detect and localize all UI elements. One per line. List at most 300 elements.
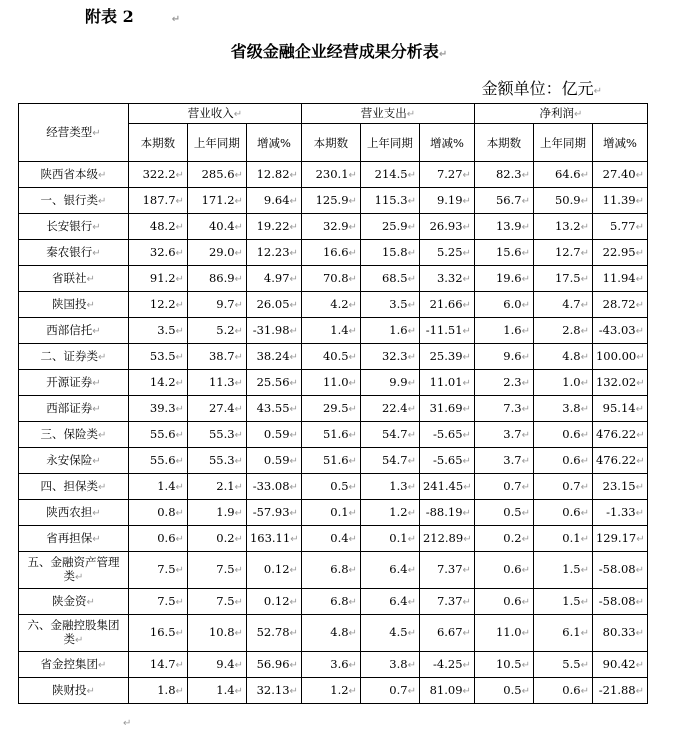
paragraph-mark-icon: ↵	[521, 325, 530, 337]
cell-expense-current	[301, 526, 360, 552]
cell-value: 1.5	[562, 593, 581, 608]
cell-revenue-current	[128, 344, 187, 370]
cell-revenue-prior	[187, 240, 246, 266]
cell-value: 285.6	[201, 166, 235, 181]
cell-value: 7.5	[216, 562, 235, 576]
cell-expense-current	[301, 500, 360, 526]
cell-revenue-change	[246, 500, 301, 526]
group-header-net-profit: 净利润↵	[474, 104, 647, 124]
cell-profit-change	[592, 422, 647, 448]
cell-value: 51.6	[322, 452, 349, 467]
paragraph-mark-icon: ↵	[86, 596, 95, 608]
cell-value: 25.9	[381, 218, 408, 233]
paragraph-mark-icon: ↵	[407, 221, 416, 233]
cell-value: 0.6	[157, 530, 176, 545]
paragraph-mark-icon: ↵	[463, 481, 472, 493]
cell-value: 9.6	[503, 348, 522, 363]
cell-profit-current	[474, 396, 533, 422]
row-name-text: 省金控集团	[40, 656, 98, 671]
cell-profit-current	[474, 240, 533, 266]
cell-value: 5.77	[610, 218, 636, 233]
cell-value: 9.4	[216, 656, 235, 671]
cell-expense-change	[419, 370, 474, 396]
paragraph-mark-icon: ↵	[593, 86, 602, 97]
paragraph-mark-icon: ↵	[438, 49, 448, 60]
cell-value: 22.95	[602, 244, 636, 259]
paragraph-mark-icon: ↵	[580, 481, 589, 493]
table-row	[19, 214, 648, 240]
paragraph-mark-icon: ↵	[636, 533, 645, 545]
cell-value: 7.37	[436, 593, 463, 608]
row-name	[19, 214, 129, 240]
cell-value: 64.6	[554, 166, 581, 181]
group-header-expense: 营业支出↵	[301, 104, 474, 124]
cell-profit-prior	[533, 678, 592, 704]
cell-expense-prior	[360, 318, 419, 344]
paragraph-mark-icon: ↵	[348, 247, 357, 259]
paragraph-mark-icon: ↵	[462, 507, 471, 519]
cell-expense-prior	[360, 526, 419, 552]
paragraph-mark-icon: ↵	[521, 481, 530, 493]
cell-revenue-change	[246, 188, 301, 214]
paragraph-mark-icon: ↵	[86, 273, 95, 285]
cell-profit-prior	[533, 652, 592, 678]
cell-profit-change	[592, 615, 647, 652]
cell-value: 3.5	[389, 296, 408, 311]
cell-value: 12.23	[256, 244, 290, 259]
sub-header-current: 本期数	[128, 124, 187, 162]
row-name-text: 一、银行类	[40, 192, 98, 207]
cell-value: 13.9	[495, 218, 522, 233]
cell-value: -58.08	[598, 562, 636, 576]
paragraph-mark-icon: ↵	[289, 481, 298, 493]
cell-revenue-current	[128, 448, 187, 474]
sub-header-prior-year: 上年同期	[533, 124, 592, 162]
paragraph-mark-icon: ↵	[635, 195, 644, 207]
paragraph-mark-icon: ↵	[234, 325, 243, 337]
cell-value: 54.7	[381, 426, 408, 441]
cell-value: 48.2	[149, 218, 176, 233]
paragraph-mark-icon: ↵	[521, 221, 530, 233]
cell-profit-prior	[533, 500, 592, 526]
cell-profit-change	[592, 396, 647, 422]
paragraph-mark-icon: ↵	[175, 628, 184, 639]
cell-value: 3.5	[157, 322, 176, 337]
cell-value: 6.67	[436, 625, 463, 639]
row-name	[19, 474, 129, 500]
cell-value: 1.2	[389, 504, 408, 519]
cell-expense-change	[419, 344, 474, 370]
paragraph-mark-icon: ↵	[348, 481, 357, 493]
cell-profit-current	[474, 188, 533, 214]
paragraph-mark-icon: ↵	[348, 565, 357, 576]
cell-revenue-change	[246, 240, 301, 266]
cell-revenue-change	[246, 422, 301, 448]
cell-value: 27.40	[602, 166, 636, 181]
paragraph-mark-icon: ↵	[348, 429, 357, 441]
cell-profit-prior	[533, 266, 592, 292]
table-row	[19, 526, 648, 552]
cell-profit-change	[592, 214, 647, 240]
cell-expense-prior	[360, 344, 419, 370]
cell-expense-change	[419, 474, 474, 500]
cell-expense-prior	[360, 188, 419, 214]
cell-value: 91.2	[149, 270, 176, 285]
table-row	[19, 422, 648, 448]
table-row	[19, 266, 648, 292]
cell-value: 3.7	[503, 426, 522, 441]
cell-value: 39.3	[149, 400, 176, 415]
cell-expense-current	[301, 188, 360, 214]
cell-value: 6.4	[389, 593, 408, 608]
cell-revenue-change	[246, 615, 301, 652]
cell-expense-prior	[360, 678, 419, 704]
cell-value: 1.9	[216, 504, 235, 519]
cell-value: -5.65	[433, 426, 463, 441]
cell-profit-current	[474, 292, 533, 318]
paragraph-mark-icon: ↵	[92, 377, 101, 389]
cell-profit-current	[474, 266, 533, 292]
cell-profit-current	[474, 344, 533, 370]
paragraph-mark-icon: ↵	[92, 455, 101, 467]
cell-profit-prior	[533, 474, 592, 500]
paragraph-mark-icon: ↵	[348, 533, 357, 545]
paragraph-mark-icon: ↵	[635, 628, 644, 639]
paragraph-mark-icon: ↵	[635, 685, 644, 697]
cell-value: 0.6	[562, 452, 581, 467]
paragraph-mark-icon: ↵	[289, 273, 298, 285]
paragraph-mark-icon: ↵	[462, 325, 471, 337]
cell-profit-change	[592, 500, 647, 526]
cell-revenue-prior	[187, 266, 246, 292]
cell-revenue-current	[128, 396, 187, 422]
table-row	[19, 678, 648, 704]
cell-value: 32.13	[256, 682, 290, 697]
paragraph-mark-icon: ↵	[462, 659, 471, 671]
amount-unit: 金额单位：亿元↵	[481, 79, 602, 98]
cell-value: 322.2	[142, 166, 176, 181]
cell-value: -4.25	[433, 656, 463, 671]
cell-value: 56.7	[495, 192, 522, 207]
paragraph-mark-icon: ↵	[580, 628, 589, 639]
paragraph-mark-icon: ↵	[580, 507, 589, 519]
cell-value: 0.1	[389, 530, 408, 545]
cell-expense-prior	[360, 589, 419, 615]
cell-revenue-change	[246, 162, 301, 188]
cell-value: 14.7	[149, 656, 176, 671]
cell-value: 4.8	[330, 625, 349, 639]
cell-value: 25.56	[256, 374, 290, 389]
paragraph-mark-icon: ↵	[289, 403, 298, 415]
cell-value: 11.3	[208, 374, 235, 389]
cell-profit-change	[592, 344, 647, 370]
paragraph-mark-icon: ↵	[234, 455, 243, 467]
paragraph-mark-icon: ↵	[407, 659, 416, 671]
cell-value: 0.7	[503, 478, 522, 493]
paragraph-mark-icon: ↵	[348, 325, 357, 337]
paragraph-mark-icon: ↵	[462, 221, 471, 233]
paragraph-mark-icon: ↵	[580, 351, 589, 363]
row-name	[19, 589, 129, 615]
paragraph-mark-icon: ↵	[234, 377, 243, 389]
paragraph-mark-icon: ↵	[175, 481, 184, 493]
cell-value: 38.7	[208, 348, 235, 363]
row-name-text: 省再担保	[46, 530, 93, 545]
paragraph-mark-icon: ↵	[234, 221, 243, 233]
paragraph-mark-icon: ↵	[462, 565, 471, 576]
cell-value: 171.2	[201, 192, 235, 207]
paragraph-mark-icon: ↵	[580, 377, 589, 389]
paragraph-mark-icon: ↵	[289, 169, 298, 181]
paragraph-mark-icon: ↵	[462, 455, 471, 467]
paragraph-mark-icon: ↵	[234, 299, 243, 311]
cell-revenue-prior	[187, 370, 246, 396]
paragraph-mark-icon: ↵	[234, 659, 243, 671]
cell-expense-change	[419, 292, 474, 318]
paragraph-mark-icon: ↵	[348, 507, 357, 519]
cell-value: 0.4	[330, 530, 349, 545]
cell-profit-current	[474, 474, 533, 500]
paragraph-mark-icon: ↵	[521, 273, 530, 285]
table-row	[19, 240, 648, 266]
paragraph-mark-icon: ↵	[521, 507, 530, 519]
cell-value: 2.3	[503, 374, 522, 389]
paragraph-mark-icon: ↵	[407, 455, 416, 467]
paragraph-mark-icon: ↵	[407, 533, 416, 545]
cell-value: 1.4	[157, 478, 176, 493]
cell-value: 95.14	[602, 400, 636, 415]
cell-value: 476.22	[595, 426, 637, 441]
cell-value: 1.6	[503, 322, 522, 337]
cell-value: 1.3	[389, 478, 408, 493]
cell-value: 68.5	[381, 270, 408, 285]
paragraph-mark-icon: ↵	[234, 351, 243, 363]
paragraph-mark-icon: ↵	[289, 685, 298, 697]
cell-profit-change	[592, 589, 647, 615]
paragraph-mark-icon: ↵	[175, 565, 184, 576]
cell-profit-change	[592, 552, 647, 589]
cell-profit-current	[474, 678, 533, 704]
table-row	[19, 500, 648, 526]
paragraph-mark-icon: ↵	[348, 195, 357, 207]
row-name-text: 西部证券	[46, 400, 93, 415]
cell-profit-current	[474, 448, 533, 474]
paragraph-mark-icon: ↵	[635, 247, 644, 259]
cell-profit-prior	[533, 188, 592, 214]
cell-revenue-current	[128, 162, 187, 188]
cell-value: 40.4	[208, 218, 235, 233]
row-name	[19, 615, 129, 652]
row-name	[19, 240, 129, 266]
cell-expense-current	[301, 240, 360, 266]
paragraph-mark-icon: ↵	[521, 533, 530, 545]
cell-value: 86.9	[208, 270, 235, 285]
cell-value: 0.6	[503, 562, 522, 576]
paragraph-mark-icon: ↵	[289, 195, 298, 207]
cell-value: 90.42	[602, 656, 636, 671]
cell-value: 0.5	[503, 682, 522, 697]
cell-revenue-prior	[187, 292, 246, 318]
paragraph-mark-icon: ↵	[635, 273, 644, 285]
table-row	[19, 188, 648, 214]
paragraph-mark-icon: ↵	[175, 169, 184, 181]
cell-revenue-prior	[187, 615, 246, 652]
paragraph-mark-icon: ↵	[234, 481, 243, 493]
paragraph-mark-icon: ↵	[462, 596, 471, 608]
cell-value: 50.9	[554, 192, 581, 207]
row-name-text: 陕金资	[52, 593, 87, 608]
cell-revenue-prior	[187, 344, 246, 370]
paragraph-mark-icon: ↵	[462, 351, 471, 363]
paragraph-mark-icon: ↵	[348, 628, 357, 639]
cell-profit-change	[592, 652, 647, 678]
paragraph-mark-icon: ↵	[175, 195, 184, 207]
table-row	[19, 162, 648, 188]
cell-revenue-current	[128, 652, 187, 678]
cell-value: 7.37	[436, 562, 463, 576]
cell-value: -58.08	[598, 593, 636, 608]
cell-revenue-prior	[187, 500, 246, 526]
paragraph-mark-icon: ↵	[175, 247, 184, 259]
cell-revenue-change	[246, 448, 301, 474]
paragraph-mark-icon: ↵	[462, 195, 471, 207]
cell-expense-prior	[360, 214, 419, 240]
cell-profit-current	[474, 589, 533, 615]
cell-value: 476.22	[595, 452, 637, 467]
paragraph-mark-icon: ↵	[521, 195, 530, 207]
paragraph-mark-icon: ↵	[171, 14, 181, 25]
cell-revenue-current	[128, 500, 187, 526]
cell-value: 40.5	[322, 348, 349, 363]
paragraph-mark-icon: ↵	[289, 596, 298, 608]
cell-revenue-current	[128, 526, 187, 552]
cell-profit-prior	[533, 589, 592, 615]
cell-revenue-current	[128, 678, 187, 704]
table-row	[19, 474, 648, 500]
cell-value: 1.6	[389, 322, 408, 337]
cell-value: 214.5	[374, 166, 408, 181]
cell-revenue-prior	[187, 396, 246, 422]
paragraph-mark-icon: ↵	[289, 325, 298, 337]
cell-value: 163.11	[249, 530, 291, 545]
cell-revenue-current	[128, 188, 187, 214]
paragraph-mark-icon: ↵	[636, 351, 645, 363]
paragraph-mark-icon: ↵	[98, 481, 107, 493]
cell-value: 43.55	[256, 400, 290, 415]
cell-profit-prior	[533, 526, 592, 552]
paragraph-mark-icon: ↵	[407, 273, 416, 285]
table-row	[19, 448, 648, 474]
cell-profit-current	[474, 500, 533, 526]
paragraph-mark-icon: ↵	[234, 169, 243, 181]
sub-header-change: 增减%	[419, 124, 474, 162]
paragraph-mark-icon: ↵	[92, 507, 101, 519]
paragraph-mark-icon: ↵	[635, 221, 644, 233]
paragraph-mark-icon: ↵	[407, 169, 416, 181]
paragraph-mark-icon: ↵	[233, 108, 243, 120]
row-name	[19, 266, 129, 292]
table-row	[19, 292, 648, 318]
cell-value: 25.39	[429, 348, 463, 363]
cell-value: 6.8	[330, 562, 349, 576]
cell-value: 29.0	[208, 244, 235, 259]
cell-value: 55.6	[149, 452, 176, 467]
cell-value: 0.6	[562, 682, 581, 697]
cell-revenue-prior	[187, 652, 246, 678]
cell-revenue-prior	[187, 552, 246, 589]
cell-expense-prior	[360, 474, 419, 500]
paragraph-mark-icon: ↵	[407, 195, 416, 207]
paragraph-mark-icon: ↵	[521, 596, 530, 608]
cell-value: 0.12	[263, 562, 290, 576]
paragraph-mark-icon: ↵	[175, 221, 184, 233]
cell-profit-prior	[533, 370, 592, 396]
cell-expense-change	[419, 422, 474, 448]
cell-value: 0.59	[263, 452, 290, 467]
cell-profit-prior	[533, 292, 592, 318]
cell-value: 32.6	[149, 244, 176, 259]
cell-value: 29.5	[322, 400, 349, 415]
cell-profit-prior	[533, 615, 592, 652]
cell-expense-change	[419, 589, 474, 615]
paragraph-mark-icon: ↵	[580, 533, 589, 545]
paragraph-mark-icon: ↵	[289, 221, 298, 233]
row-name	[19, 552, 129, 589]
cell-expense-prior	[360, 240, 419, 266]
cell-expense-change	[419, 526, 474, 552]
cell-value: 3.8	[562, 400, 581, 415]
cell-value: 0.2	[216, 530, 235, 545]
cell-value: 0.1	[330, 504, 349, 519]
paragraph-mark-icon: ↵	[175, 351, 184, 363]
paragraph-mark-icon: ↵	[175, 273, 184, 285]
paragraph-mark-icon: ↵	[635, 565, 644, 576]
cell-value: 230.1	[315, 166, 349, 181]
paragraph-mark-icon: ↵	[348, 169, 357, 181]
cell-profit-change	[592, 188, 647, 214]
cell-expense-change	[419, 396, 474, 422]
cell-revenue-prior	[187, 526, 246, 552]
cell-value: 0.6	[503, 593, 522, 608]
row-name	[19, 370, 129, 396]
cell-expense-change	[419, 678, 474, 704]
cell-revenue-change	[246, 214, 301, 240]
cell-value: -21.88	[598, 682, 636, 697]
paragraph-mark-icon: ↵	[86, 685, 95, 697]
paragraph-mark-icon: ↵	[123, 718, 132, 729]
cell-expense-current	[301, 162, 360, 188]
paragraph-mark-icon: ↵	[635, 659, 644, 671]
cell-value: 9.9	[389, 374, 408, 389]
cell-value: 54.7	[381, 452, 408, 467]
cell-revenue-prior	[187, 188, 246, 214]
cell-value: 15.8	[381, 244, 408, 259]
cell-profit-prior	[533, 422, 592, 448]
cell-expense-change	[419, 500, 474, 526]
cell-expense-prior	[360, 292, 419, 318]
cell-value: 125.9	[315, 192, 349, 207]
row-name-text: 长安银行	[46, 218, 93, 233]
row-name	[19, 396, 129, 422]
cell-expense-change	[419, 162, 474, 188]
paragraph-mark-icon: ↵	[290, 533, 299, 545]
cell-value: 32.3	[381, 348, 408, 363]
document-title: 省级金融企业经营成果分析表↵	[230, 42, 448, 61]
cell-profit-change	[592, 240, 647, 266]
sub-header-change: 增减%	[592, 124, 647, 162]
paragraph-mark-icon: ↵	[580, 596, 589, 608]
row-name-text: 陕国投	[52, 296, 87, 311]
